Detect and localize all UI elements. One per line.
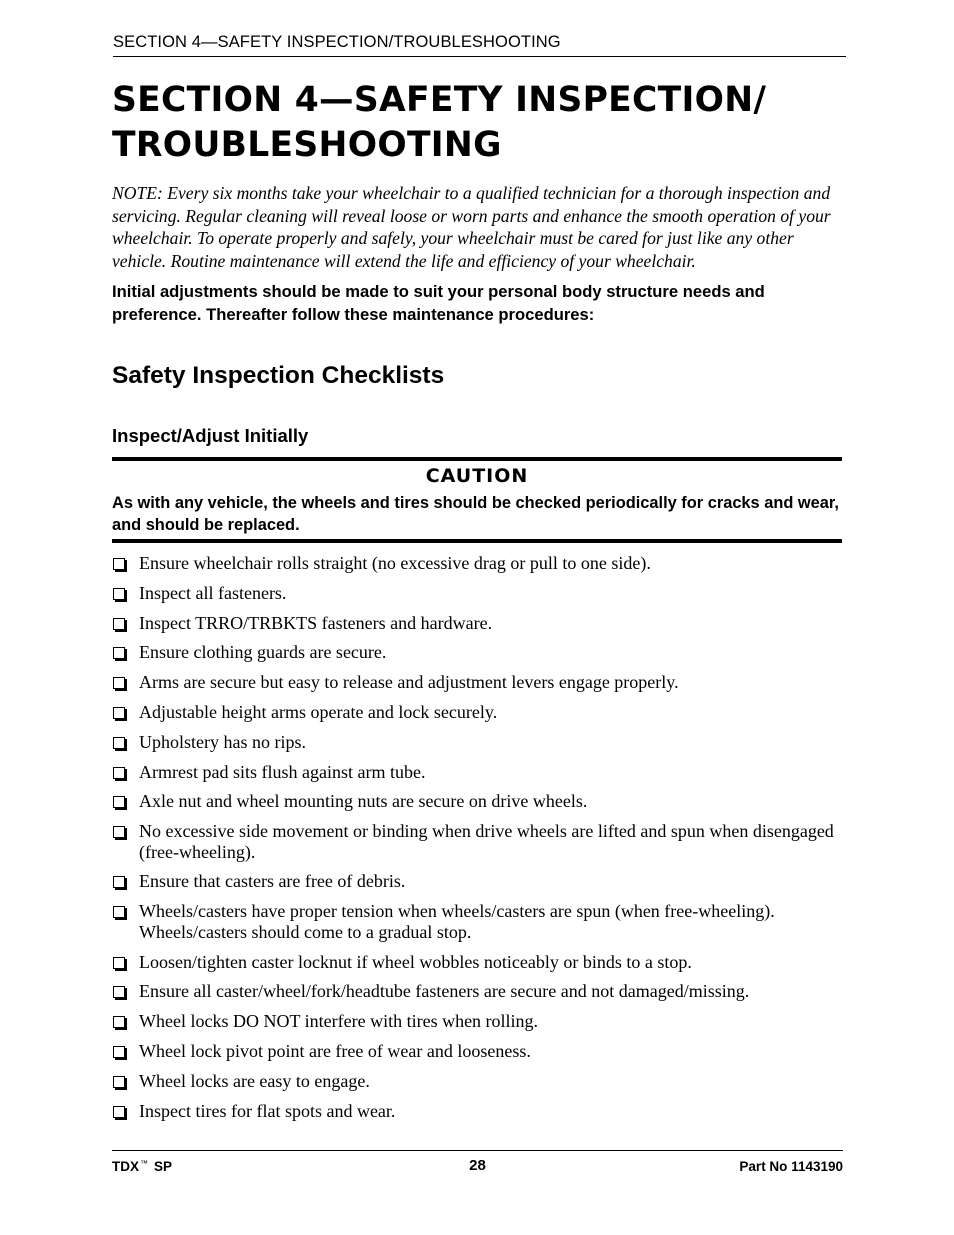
page-title <box>112 78 852 168</box>
checkbox-icon[interactable] <box>113 1106 125 1118</box>
checklist-item-text: Inspect all fasteners. <box>139 582 287 603</box>
page-title-line1: SECTION 4—SAFETY INSPECTION/ <box>112 80 767 120</box>
subsection-heading: Inspect/Adjust Initially <box>112 425 309 446</box>
checklist-item <box>112 613 852 634</box>
page-footer <box>112 1150 843 1177</box>
checklist-item <box>112 762 852 783</box>
checkbox-icon[interactable] <box>113 588 125 600</box>
checkbox-icon[interactable] <box>113 558 125 570</box>
checklist-item <box>112 1101 852 1122</box>
checklist-item-text: Inspect TRRO/TRBKTS fasteners and hardware. <box>139 612 493 633</box>
footer-model: SP <box>154 1159 173 1174</box>
page-number: 28 <box>469 1157 486 1174</box>
inspection-checklist <box>112 553 852 1130</box>
checkbox-icon[interactable] <box>113 737 125 749</box>
checklist-item <box>112 1011 852 1032</box>
initial-adjustments-text: Initial adjustments should be made to suit your personal body structure needs and preference. Thereafter follow these maintenance procedures: <box>112 282 765 324</box>
checklist-item <box>112 672 852 693</box>
checkbox-icon[interactable] <box>113 707 125 719</box>
checklist-item-text: Axle nut and wheel mounting nuts are secure on drive wheels. <box>139 791 588 812</box>
checklist-item <box>112 1071 852 1092</box>
checklist-item <box>112 952 852 973</box>
checklist-item <box>112 791 852 812</box>
checkbox-icon[interactable] <box>113 1016 125 1028</box>
checklist-item-text: Wheel lock pivot point are free of wear and looseness. <box>139 1040 531 1061</box>
checkbox-icon[interactable] <box>113 957 125 969</box>
checkbox-icon[interactable] <box>113 647 125 659</box>
checklist-item-text: Ensure that casters are free of debris. <box>139 871 406 892</box>
checkbox-icon[interactable] <box>113 826 125 838</box>
checklist-item-text: Wheels/casters have proper tension when wheels/casters are spun (when free-wheeling). Wheels/casters should come to a gradual stop. <box>139 901 775 942</box>
section-heading: Safety Inspection Checklists <box>112 362 445 389</box>
checklist-item-text: Wheel locks DO NOT interfere with tires when rolling. <box>139 1011 539 1032</box>
checklist-item <box>112 583 852 604</box>
checkbox-icon[interactable] <box>113 767 125 779</box>
checkbox-icon[interactable] <box>113 1076 125 1088</box>
checkbox-icon[interactable] <box>113 906 125 918</box>
checklist-item <box>112 553 852 574</box>
checklist-item <box>112 642 852 663</box>
checklist-item-text: Ensure wheelchair rolls straight (no excessive drag or pull to one side). <box>139 553 651 573</box>
checkbox-icon[interactable] <box>113 1046 125 1058</box>
running-header: SECTION 4—SAFETY INSPECTION/TROUBLESHOOTING <box>113 33 846 57</box>
trademark-symbol: ™ <box>140 1159 148 1168</box>
checkbox-icon[interactable] <box>113 677 125 689</box>
checkbox-icon[interactable] <box>113 986 125 998</box>
checklist-item-text: Adjustable height arms operate and lock securely. <box>139 701 498 722</box>
checklist-item-text: Arms are secure but easy to release and adjustment levers engage properly. <box>139 672 679 693</box>
checklist-item-text: No excessive side movement or binding when drive wheels are lifted and spun when disengaged (free-wheeling). <box>139 821 834 862</box>
checklist-item <box>112 981 852 1002</box>
caution-title: CAUTION <box>425 465 529 487</box>
page-title-line2: TROUBLESHOOTING <box>112 125 502 165</box>
checkbox-icon[interactable] <box>113 796 125 808</box>
checklist-item-text: Armrest pad sits flush against arm tube. <box>139 761 426 782</box>
checklist-item-text: Ensure all caster/wheel/fork/headtube fasteners are secure and not damaged/missing. <box>139 981 750 1002</box>
checklist-item <box>112 732 852 753</box>
checklist-item-text: Loosen/tighten caster locknut if wheel wobbles noticeably or binds to a stop. <box>139 951 692 972</box>
checkbox-icon[interactable] <box>113 618 125 630</box>
caution-text: As with any vehicle, the wheels and tires should be checked periodically for cracks and wear, and should be replaced. <box>112 494 839 534</box>
checklist-item <box>112 901 852 942</box>
checklist-item-text: Upholstery has no rips. <box>139 731 306 752</box>
caution-box <box>112 457 842 543</box>
checklist-item <box>112 821 852 862</box>
checklist-item-text: Inspect tires for flat spots and wear. <box>139 1100 396 1121</box>
checklist-item <box>112 702 852 723</box>
checklist-item-text: Wheel locks are easy to engage. <box>139 1070 370 1091</box>
part-number: Part No 1143190 <box>739 1159 843 1174</box>
footer-product-name: TDX <box>112 1159 139 1174</box>
checklist-item <box>112 871 852 892</box>
checklist-item <box>112 1041 852 1062</box>
checklist-item-text: Ensure clothing guards are secure. <box>139 642 387 663</box>
maintenance-note: NOTE: Every six months take your wheelchair to a qualified technician for a thorough inspection and servicing. Regular cleaning will reveal loose or worn parts and enhance the smooth operation of your wheelchair. To operate properly and safely, your wheelchair must be cared for just like any other vehicle. Routine maintenance will extend the life and efficiency of your wheelchair. <box>112 183 831 271</box>
checkbox-icon[interactable] <box>113 876 125 888</box>
